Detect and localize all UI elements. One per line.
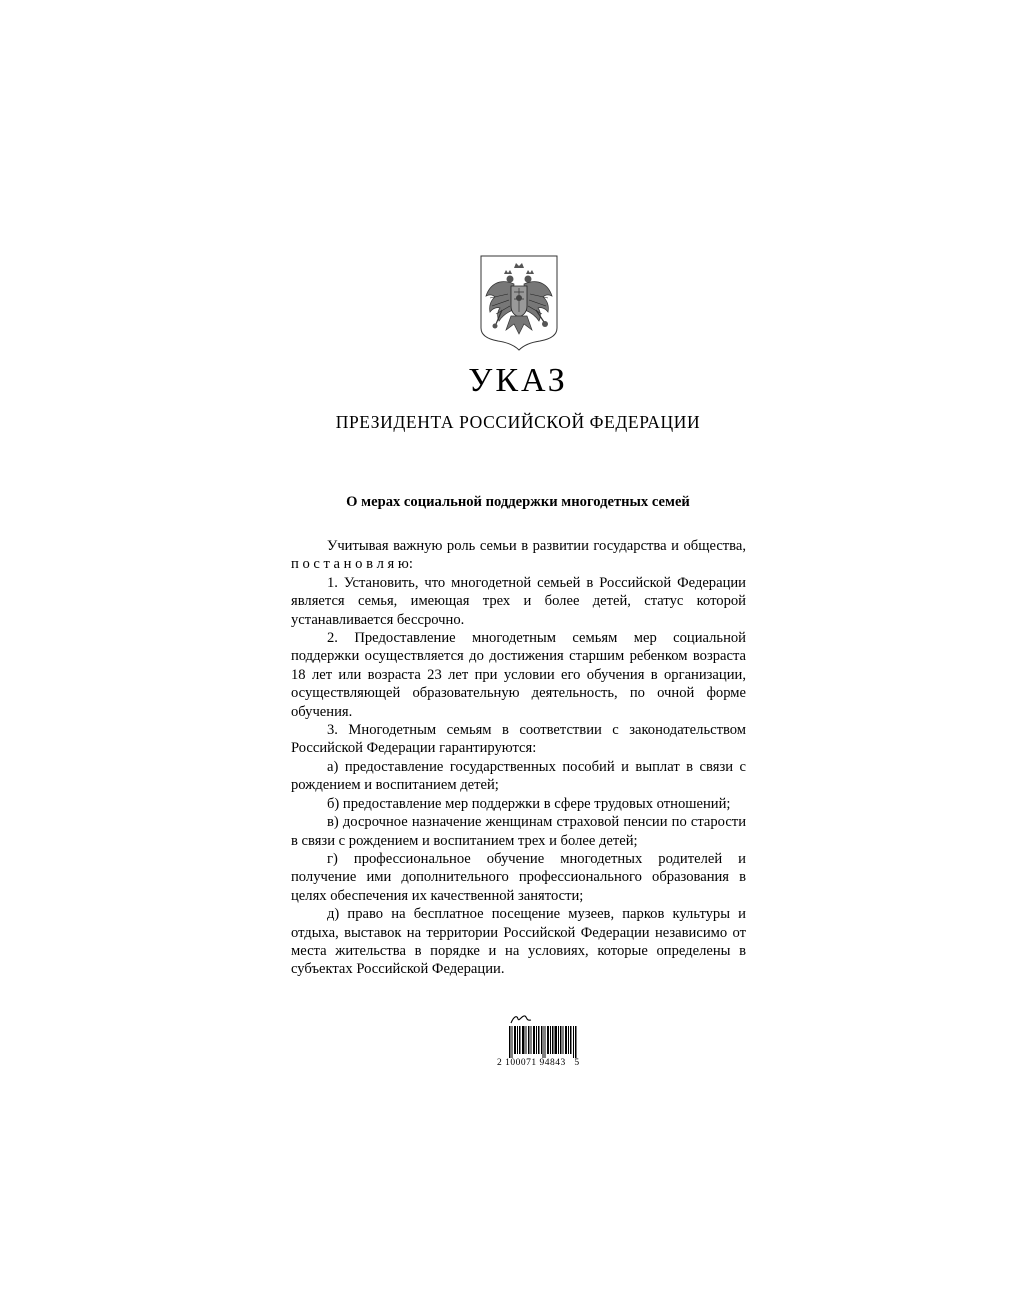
signature-mark-icon	[509, 1012, 533, 1026]
barcode	[497, 1012, 597, 1074]
paragraph-3e: д) право на бесплатное посещение музеев, парков культуры и отдыха, выставок на территории Российской Федерации независимо от места жительства в порядке и на условиях, которые определены в субъектах Российской Федерации.	[291, 906, 746, 978]
coat-of-arms-icon	[478, 254, 560, 352]
paragraph-3: 3. Многодетным семьям в соответствии с законодательством Российской Федерации гарантируются:	[291, 722, 746, 757]
decree-subtitle: ПРЕЗИДЕНТА РОССИЙСКОЙ ФЕДЕРАЦИИ	[335, 412, 701, 432]
paragraph-3b: б) предоставление мер поддержки в сфере трудовых отношений;	[327, 795, 731, 812]
paragraph-3a: а) предоставление государственных пособий и выплат в связи с рождением и воспитанием детей;	[291, 758, 746, 794]
document-heading: О мерах социальной поддержки многодетных семей	[346, 494, 690, 510]
paragraph-1: 1. Установить, что многодетной семьей в Российской Федерации является семья, имеющая трех и более детей, статус которой устанавливается бессрочно.	[291, 574, 746, 628]
barcode-number: 2 100071 94843 5	[497, 1058, 580, 1068]
paragraph-3d: г) профессиональное обучение многодетных родителей и получение ими дополнительного профессионального образования в целях обеспечения их качественной занятости;	[291, 850, 746, 904]
paragraph-3c: в) досрочное назначение женщинам страховой пенсии по старости в связи с рождением и воспитанием трех и более детей;	[291, 814, 746, 849]
paragraph-preamble: Учитывая важную роль семьи в развитии государства и общества, п о с т а н о в л я ю:	[291, 538, 746, 573]
decree-title: УКАЗ	[468, 362, 568, 399]
barcode-icon	[509, 1026, 579, 1058]
document-body	[291, 537, 746, 979]
paragraph-2: 2. Предоставление многодетным семьям мер социальной поддержки осуществляется до достижения старшим ребенком возраста 18 лет или возраста 23 лет при условии его обучения в организации, осуществляющей образовательную деятельность, по очной форме обучения.	[291, 630, 746, 720]
